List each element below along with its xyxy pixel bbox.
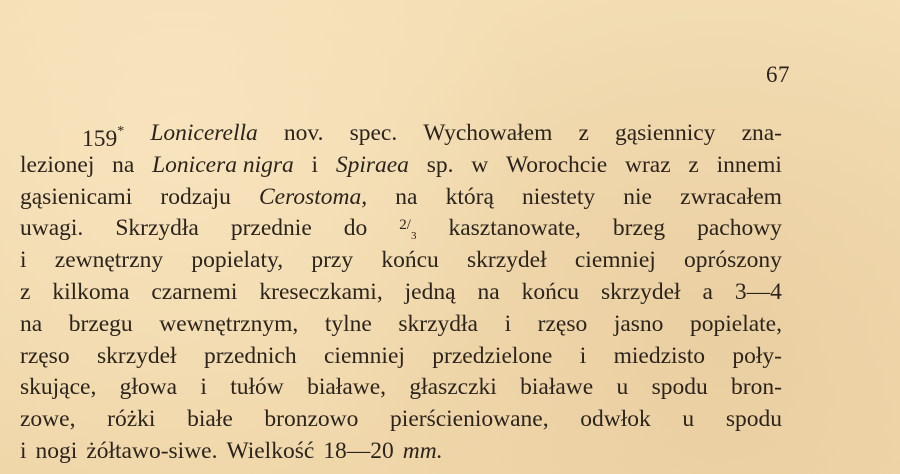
word: spec. <box>349 120 398 146</box>
word: bron- <box>731 374 782 401</box>
word: i <box>579 342 587 369</box>
word: którą <box>445 183 494 210</box>
word: spodu <box>725 406 782 433</box>
word: brzegu <box>68 310 133 337</box>
word: oprószony <box>684 247 782 274</box>
word: czarnemi <box>151 278 238 305</box>
word: 18—20 <box>323 437 394 464</box>
word: w <box>471 151 489 178</box>
word: jedną <box>404 278 456 305</box>
word: niestety <box>522 183 596 210</box>
text-line <box>20 436 782 468</box>
word: sp. <box>426 151 454 178</box>
word: ciemniej <box>324 342 405 369</box>
word: na <box>20 310 43 337</box>
word: spodu <box>651 374 708 401</box>
word: wewnętrznym, <box>159 310 299 337</box>
word: Lonicera nigra <box>152 151 294 178</box>
word: na <box>477 278 500 305</box>
text-line <box>20 309 782 341</box>
word: Wychowałem <box>423 120 553 146</box>
word: bronzowo <box>264 406 359 433</box>
word: wraz <box>624 151 671 178</box>
word: nie <box>623 183 652 210</box>
word: głowa <box>119 374 178 401</box>
text-line <box>20 245 782 277</box>
word: poły- <box>732 342 782 369</box>
word: przedzielone <box>432 342 553 369</box>
word: zewnętrzny <box>54 247 164 274</box>
word: nogi <box>35 437 78 464</box>
word: innemi <box>716 151 782 178</box>
word: kasztanowate, <box>448 215 581 242</box>
word: rzęso <box>537 310 588 337</box>
word: Worochcie <box>506 151 608 178</box>
species-number: 159* <box>82 124 125 152</box>
word: na <box>395 183 418 210</box>
text-line <box>20 118 782 150</box>
word: i <box>311 151 319 178</box>
word: gąsiennicy <box>614 120 716 146</box>
word: Wielkość <box>226 437 315 464</box>
fraction-two-thirds: $2/_3$ <box>399 217 417 243</box>
word: pachowy <box>697 215 782 242</box>
word: ciemniej <box>574 247 656 274</box>
word: skrzydła <box>398 310 478 337</box>
word: jasno <box>613 310 664 337</box>
word: żółtawo-siwe. <box>86 437 218 464</box>
word: przy <box>311 247 354 274</box>
text-line <box>20 372 782 404</box>
text-line <box>20 404 782 436</box>
word: brzeg <box>612 215 666 242</box>
word: końcu <box>521 278 580 305</box>
word: i <box>20 437 27 464</box>
word: u <box>682 406 695 433</box>
text-line <box>20 341 782 373</box>
word: popielaty, <box>191 247 284 274</box>
word: przednie <box>230 215 312 242</box>
word: zna- <box>741 120 782 146</box>
word: zowe, <box>20 406 76 433</box>
word: na <box>112 151 135 178</box>
word: z <box>578 120 589 146</box>
word: i <box>504 310 512 337</box>
text-line <box>20 182 782 214</box>
word: kreseczkami, <box>259 278 383 305</box>
word: nov. <box>283 120 324 146</box>
page-number: 67 <box>766 62 790 87</box>
word: rzęso <box>20 342 70 369</box>
word: Skrzydła <box>115 215 199 242</box>
text-line <box>20 277 782 309</box>
word: zwracałem <box>680 183 782 210</box>
word: różki <box>107 406 156 433</box>
word: tylne <box>324 310 372 337</box>
word: rodzaju <box>160 183 231 210</box>
word: u <box>616 374 629 401</box>
word: z <box>688 151 699 178</box>
word: gąsienicami <box>20 183 133 210</box>
word: skrzydeł <box>96 342 177 369</box>
word: skrzydeł <box>467 247 547 274</box>
word: skujące, <box>20 374 97 401</box>
text-line <box>20 213 782 245</box>
word: tułów <box>230 374 284 401</box>
word: końcu <box>381 247 439 274</box>
word: popielate, <box>689 310 782 337</box>
text-line <box>20 150 782 182</box>
word: pierścieniowane, <box>390 406 549 433</box>
word: białawe, <box>307 374 387 401</box>
word: miedzisto <box>613 342 705 369</box>
word: Cerostoma, <box>258 183 368 210</box>
word: 3—4 <box>734 278 782 305</box>
word: uwagi. <box>20 215 84 242</box>
word: mm. <box>402 437 443 464</box>
word: i <box>200 374 207 401</box>
word: lezionej <box>20 151 95 178</box>
word: do <box>343 215 368 242</box>
word: białe <box>187 406 233 433</box>
species-description-paragraph <box>20 118 782 468</box>
word: Lonicerella <box>150 120 258 146</box>
word: z <box>20 278 31 305</box>
word: a <box>702 278 713 305</box>
word: kilkoma <box>52 278 130 305</box>
word: skrzydeł <box>600 278 681 305</box>
word: przednich <box>203 342 297 369</box>
word: głaszczki <box>409 374 497 401</box>
word: odwłok <box>580 406 651 433</box>
word: i <box>20 247 27 274</box>
word: Spiraea <box>335 151 409 178</box>
word: białawe <box>520 374 594 401</box>
